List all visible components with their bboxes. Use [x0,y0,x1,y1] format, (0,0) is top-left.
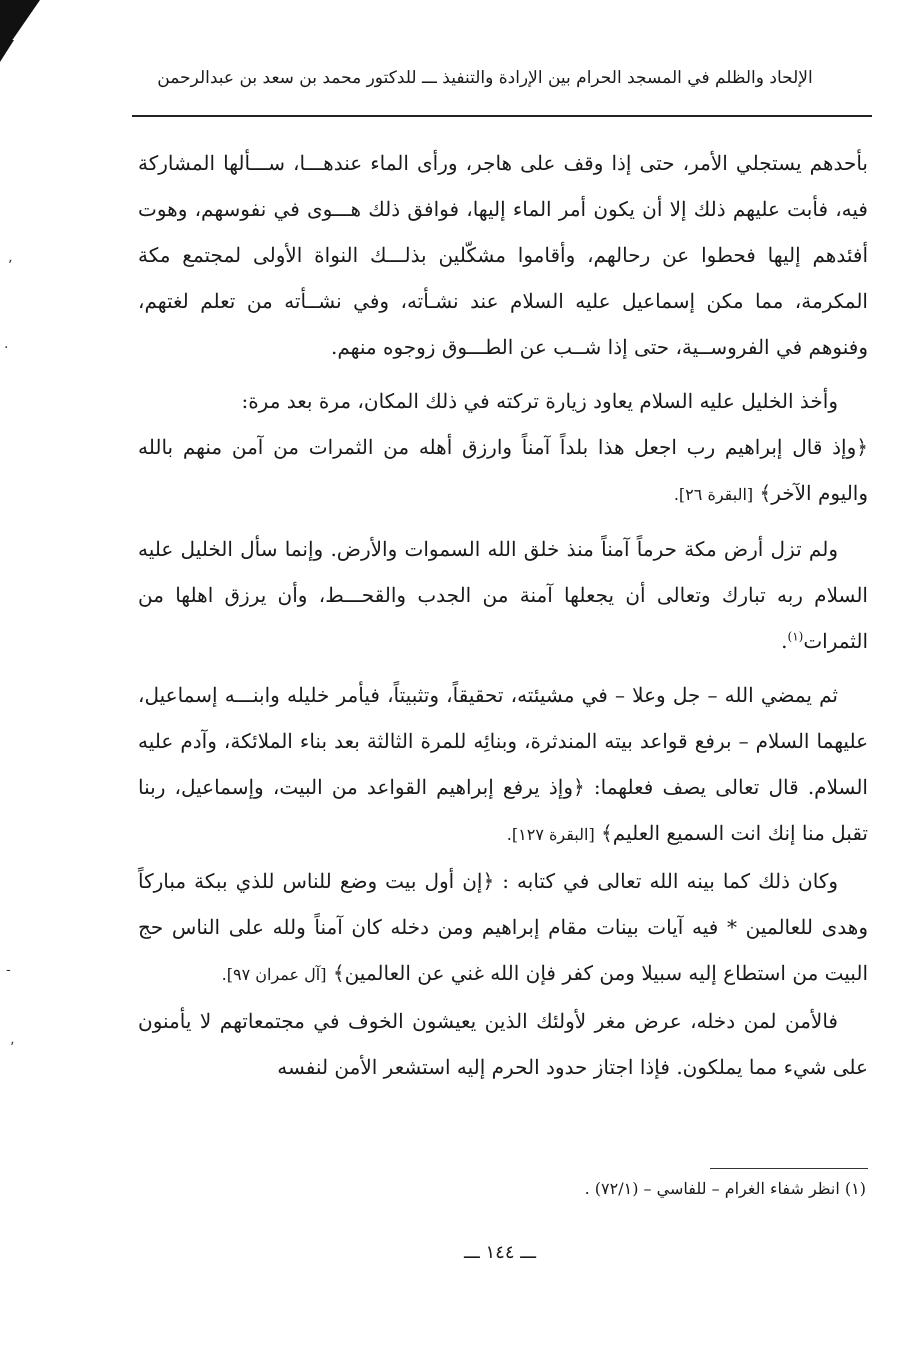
paragraph-3 [138,424,868,518]
verse-reference: [البقرة ١٢٧]. [506,825,595,844]
paragraph-text: ثم يمضي الله – جل وعلا – في مشيئته، تحقيقاً، وتثبيتاً، فيأمر خليله وابنـــه إسماعيل، عليهما السلام – برفع قواعد بيته المندثرة، وبنائِه للمرة الثالثة بعد بناء الملائكة، وآدم عليه السلام. قال تعالى يصف فعلهما: [138,683,868,799]
header-rule [132,115,872,117]
paragraph-text: وكان ذلك كما بينه الله تعالى في كتابه : [502,869,838,893]
paragraph-text: وأخذ الخليل عليه السلام يعاود زيارة تركته في ذلك المكان، مرة بعد مرة: [241,389,838,413]
verse-reference: [البقرة ٢٦]. [673,485,754,504]
paragraph-1 [138,140,868,370]
footnote-rule [710,1168,868,1169]
margin-mark: · [4,340,9,356]
paragraph-2 [138,378,868,424]
paragraph-text: بأحدهم يستجلي الأمر، حتى إذا وقف على هاجر، ورأى الماء عندهـــا، ســـألها المشاركة فيه، فأبت عليهم ذلك إلا أن يكون أمر الماء إليها، فوافق ذلك هـــوى في نفوسهم، وهوت أفئدهم إليها فحطوا عن رحالهم، وأقاموا مشكّلين بذلـــك النواة الأولى لمجتمع مكة المكرمة، مما مكن إسماعيل عليه السلام عند نشـأته، وفي نشــأته من تعلم لغتهم، وفنوهم في الفروســية، حتى إذا شــب عن الطـــوق زوجوه منهم. [138,151,868,359]
main-text [138,140,868,1090]
paragraph-end: . [781,629,788,653]
quran-verse: ﴿وإذ قال إبراهيم رب اجعل هذا بلداً آمناً وارزق أهله من الثمرات من آمن منهم بالله واليوم الآخر﴾ [138,435,868,505]
paragraph-4 [138,526,868,664]
footnote: (١) انظر شفاء الغرام – للفاسي – (٧٢/١) . [584,1179,866,1198]
footnote-marker: (١) [787,629,804,644]
paragraph-text: ولم تزل أرض مكة حرماً آمناً منذ خلق الله السموات والأرض. وإنما سأل الخليل عليه السلام ربه تبارك وتعالى أن يجعلها آمنة من الجدب والقحـــط، وأن يرزق اهلها من الثمرات [138,537,868,653]
verse-reference: [آل عمران ٩٧]. [221,965,327,984]
margin-mark: ٬ [10,1040,15,1056]
paragraph-7 [138,998,868,1090]
quran-verse: ﴿وإذ يرفع إبراهيم القواعد من البيت، وإسماعيل، ربنا تقبل منا إنك انت السميع العليم﴾ [138,775,868,845]
paragraph-5 [138,672,868,858]
paragraph-text: فالأمن لمن دخله، عرض مغر لأولئك الذين يعيشون الخوف في مجتمعاتهم لا يأمنون على شيء مما يملكون. فإذا اجتاز حدود الحرم إليه استشعر الأمن لنفسه [138,1009,868,1079]
quran-verse: ﴿إن أول بيت وضع للناس للذي ببكة مباركاً وهدى للعالمين * فيه آيات بينات مقام إبراهيم ومن دخله كان آمناً ولله على الناس حج البيت من استطاع إليه سبيلا ومن كفر فإن الله غني عن العالمين﴾ [138,869,868,985]
page-number: ـــ ١٤٤ ـــ [463,1242,537,1263]
margin-mark: - [6,962,11,978]
running-header: الإلحاد والظلم في المسجد الحرام بين الإرادة والتنفيذ ـــ للدكتور محمد بن سعد بن عبدالرحمن [157,68,813,88]
paragraph-6 [138,858,868,998]
scan-corner-mark-2 [0,40,14,62]
margin-mark: ٬ [8,258,13,274]
